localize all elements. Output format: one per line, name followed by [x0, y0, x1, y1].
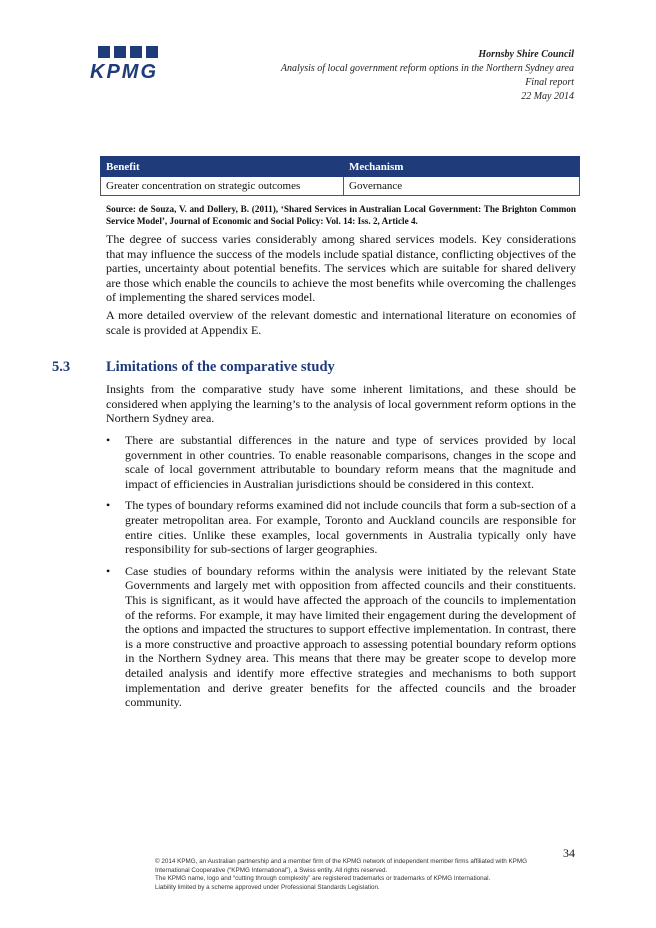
bullet-icon: •: [106, 563, 111, 578]
list-item-text: Case studies of boundary reforms within the analysis were initiated by the relevant State Governments and largely met with opposition from affected councils and their constituents. This is significant, as it would have affected the approach of the councils to implementation of the reforms. For example, it may have limited their engagement during the development of the options and impacted the structures to support effective implementation. In contrast, there is a more constructive and proactive approach to assessing potential boundary reform options in the Northern Sydney area. This means that there may be greater scope to develop more detailed analysis and identify more effective strategies and mechanisms to both support implementation and derive greater benefits for the affected councils and the broader community.: [125, 563, 576, 710]
bullet-icon: •: [106, 498, 111, 513]
kpmg-logo-mark: [88, 46, 172, 82]
table-row: [101, 177, 580, 196]
paragraph-success-factors: The degree of success varies considerably among shared services models. Key considerations that may influence the success of the models include spatial distance, conflicting objectives of the parties, uncertainty about potential benefits. The services which are suitable for shared delivery are those which enable the councils to achieve the most benefits while overcoming the challenges of implementing the shared services model.: [106, 232, 576, 305]
section-title: Limitations of the comparative study: [106, 359, 335, 375]
header-report-title: Analysis of local government reform options in the Northern Sydney area: [280, 63, 574, 74]
footer-copyright: © 2014 KPMG, an Australian partnership and a member firm of the KPMG network of independent member firms affiliated with KPMG International Cooperative (“KPMG International”), a Swiss entity. All rights reserved.: [155, 858, 528, 874]
paragraph-limitations-intro: Insights from the comparative study have some inherent limitations, and these should be considered when applying the learning’s to the analysis of local government reform options in the Northern Sydney area.: [106, 382, 576, 426]
header-date: 22 May 2014: [521, 91, 574, 102]
table-cell-benefit: Greater concentration on strategic outcomes: [101, 177, 344, 196]
page-number: 34: [563, 846, 575, 860]
table-header-mechanism: Mechanism: [344, 157, 580, 177]
table-header-benefit: Benefit: [101, 157, 344, 177]
list-item-text: The types of boundary reforms examined did not include councils that form a sub-section of a greater metropolitan area. For example, Toronto and Auckland councils are responsible for entire cities. Unlike these examples, local governments in Australia typically only have responsibility for sub-sections of larger geographies.: [125, 498, 576, 557]
list-item: [106, 564, 576, 710]
paragraph-appendix-reference: A more detailed overview of the relevant domestic and international literature on economies of scale is provided at Appendix E.: [106, 308, 576, 337]
document-header: [281, 48, 574, 104]
header-organisation: Hornsby Shire Council: [478, 49, 574, 60]
table-source-note: Source: de Souza, V. and Dollery, B. (2011), ‘Shared Services in Australian Local Government: The Brighton Common Service Model’, Journal of Economic and Social Policy: Vol. 14: Iss. 2, Article 4.: [106, 204, 576, 226]
kpmg-logo: [88, 46, 172, 82]
list-item: [106, 433, 576, 491]
list-item-text: There are substantial differences in the nature and type of services provided by local government in other countries. To enable reasonable comparisons, changes in the scope and scale of local government attributable to boundary reform means that the magnitude and impact of efficiencies in Australian jurisdictions should be considered in this context.: [125, 433, 576, 491]
footer-trademarks: The KPMG name, logo and “cutting through complexity” are registered trademarks or trademarks of KPMG International.: [155, 875, 491, 883]
footer-liability: Liability limited by a scheme approved under Professional Standards Legislation.: [155, 883, 380, 891]
table-header-row: [101, 157, 580, 177]
svg-text:KPMG: KPMG: [90, 61, 158, 82]
legal-footer: [155, 858, 535, 892]
header-report-type: Final report: [525, 77, 574, 88]
list-item: [106, 498, 576, 556]
limitations-bullet-list: [106, 433, 576, 717]
benefit-mechanism-table: [100, 156, 580, 196]
table-cell-mechanism: Governance: [344, 177, 580, 196]
section-number: 5.3: [52, 359, 71, 375]
bullet-icon: •: [106, 433, 111, 447]
